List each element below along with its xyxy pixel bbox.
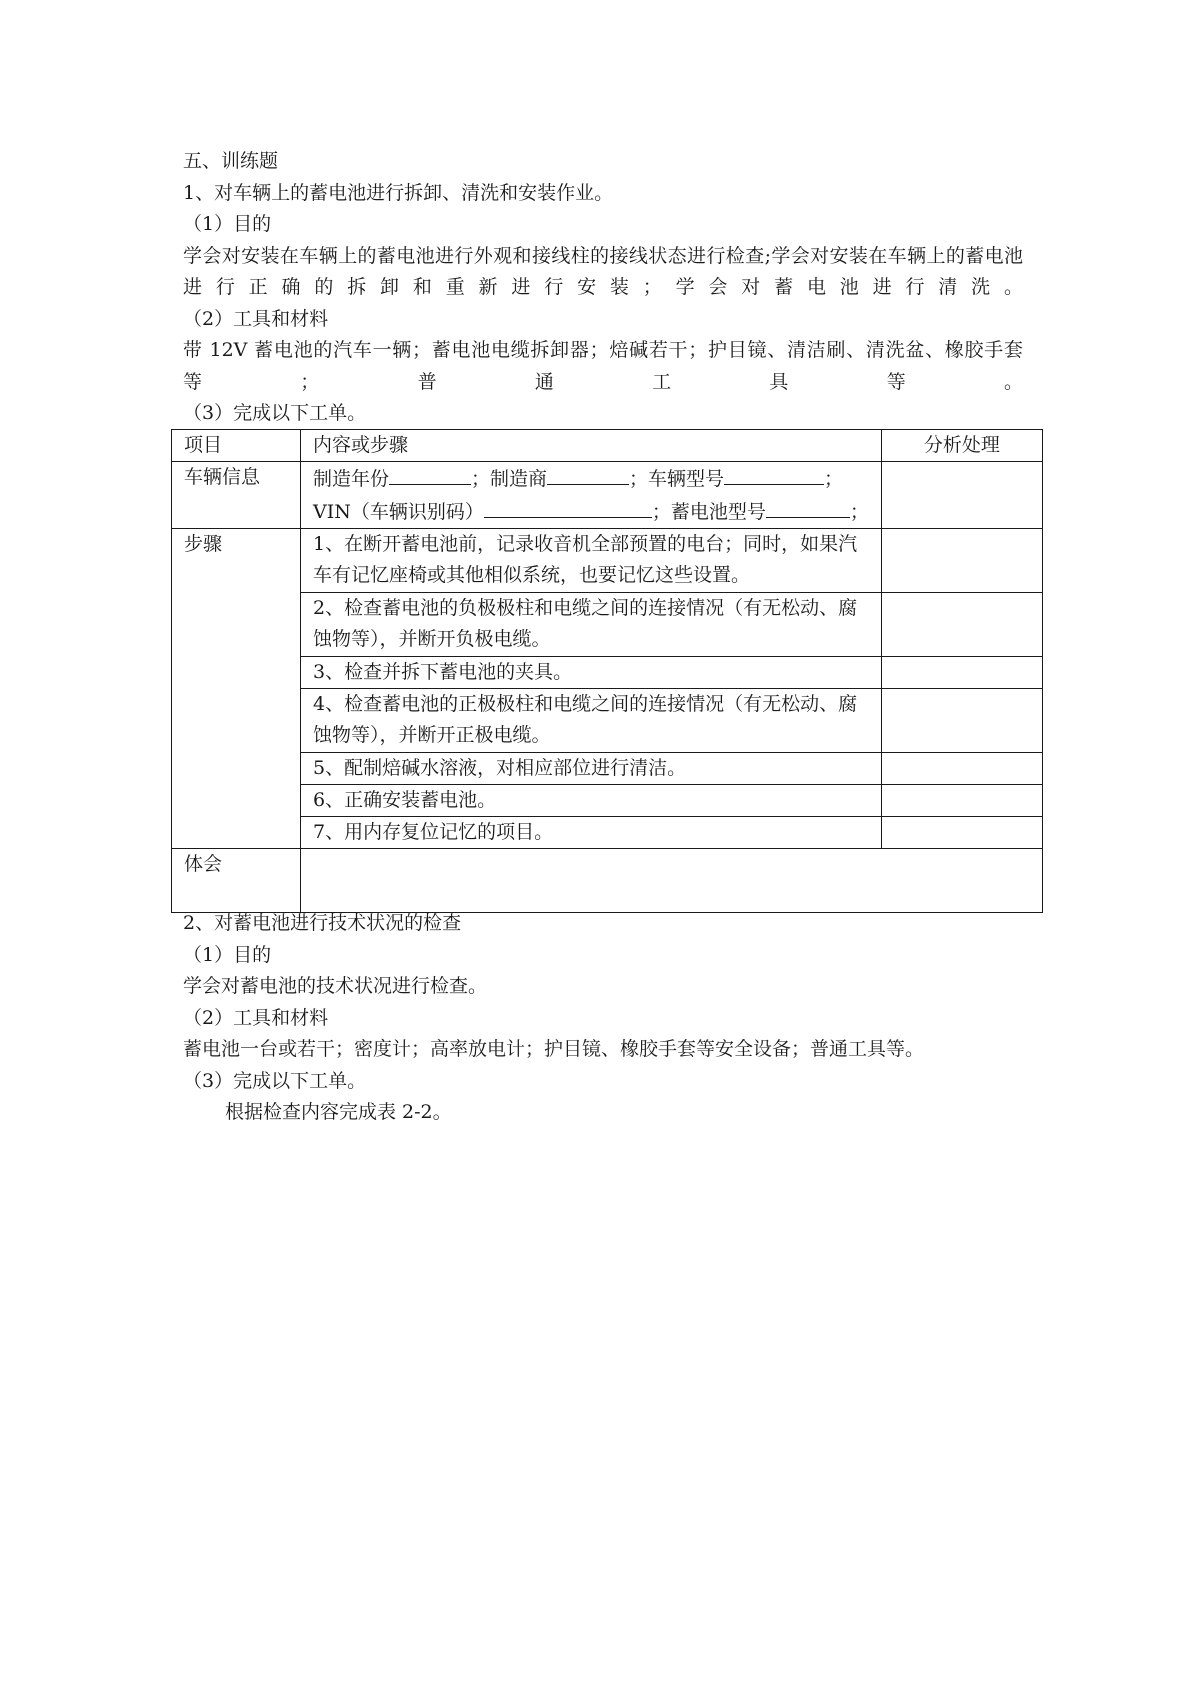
vin-label: VIN（车辆识别码） <box>313 501 484 523</box>
vin-blank[interactable] <box>484 495 652 518</box>
header-content: 内容或步骤 <box>301 430 882 462</box>
task2-purpose-label: （1）目的 <box>183 943 272 966</box>
step-row-6 <box>172 785 1043 817</box>
task1-title: 1、对车辆上的蓄电池进行拆卸、清洗和安装作业。 <box>183 181 614 204</box>
step-text: 7、用内存复位记忆的项目。 <box>301 817 882 849</box>
battery-model-blank[interactable] <box>766 495 850 518</box>
step-analysis[interactable] <box>881 817 1042 849</box>
task1-purpose-text: 学会对安装在车辆上的蓄电池进行外观和接线柱的接线状态进行检查;学会对安装在车辆上的蓄电池进行正确的拆卸和重新进行安装；学会对蓄电池进行清洗。 <box>183 244 1023 298</box>
step-row-5 <box>172 753 1043 785</box>
task1-worksheet-label: （3）完成以下工单。 <box>183 402 367 424</box>
step-analysis[interactable] <box>881 785 1042 817</box>
step-text: 1、在断开蓄电池前，记录收音机全部预置的电台；同时，如果汽车有记忆座椅或其他相似系统，也要记忆这些设置。 <box>301 529 882 593</box>
task2-section <box>183 908 1023 1129</box>
step-analysis[interactable] <box>881 753 1042 785</box>
task1-tools-label: （2）工具和材料 <box>183 307 329 330</box>
task2-tools-label: （2）工具和材料 <box>183 1006 329 1029</box>
task1-purpose-label: （1）目的 <box>183 213 272 235</box>
step-text: 6、正确安装蓄电池。 <box>301 785 882 817</box>
section-heading: 五、训练题 <box>183 150 279 172</box>
battery-model-label: ；蓄电池型号 <box>651 501 766 523</box>
model-label: ；车辆型号 <box>629 468 725 490</box>
worksheet-table <box>171 429 1043 913</box>
reflection-content[interactable] <box>301 849 1043 913</box>
step-text: 2、检查蓄电池的负极极柱和电缆之间的连接情况（有无松动、腐蚀物等），并断开负极电缆。 <box>301 593 882 657</box>
task1-tools-text: 带 12V 蓄电池的汽车一辆；蓄电池电缆拆卸器；焙碱若干；护目镜、清洁刷、清洗盆、橡胶手套等；普通工具等。 <box>183 339 1023 393</box>
step-row-4 <box>172 689 1043 753</box>
line1-end: ； <box>824 468 844 490</box>
step-row-1 <box>172 529 1043 593</box>
task2-note: 根据检查内容完成表 2-2。 <box>225 1101 452 1123</box>
task2-purpose-text: 学会对蓄电池的技术状况进行检查。 <box>183 975 488 997</box>
vehicle-info-analysis[interactable] <box>881 462 1042 529</box>
task2-title: 2、对蓄电池进行技术状况的检查 <box>183 912 462 934</box>
step-row-7 <box>172 817 1043 849</box>
step-text: 4、检查蓄电池的正极极柱和电缆之间的连接情况（有无松动、腐蚀物等），并断开正极电缆。 <box>301 689 882 753</box>
task1-section <box>183 146 1023 430</box>
vehicle-info-content <box>301 462 882 529</box>
task2-tools-text: 蓄电池一台或若干；密度计；高率放电计；护目镜、橡胶手套等安全设备；普通工具等。 <box>183 1038 925 1060</box>
header-analysis: 分析处理 <box>881 430 1042 462</box>
vehicle-info-label: 车辆信息 <box>172 462 301 529</box>
step-analysis[interactable] <box>881 593 1042 657</box>
vehicle-info-row <box>172 462 1043 529</box>
reflection-row <box>172 849 1043 913</box>
step-analysis[interactable] <box>881 689 1042 753</box>
step-analysis[interactable] <box>881 657 1042 689</box>
reflection-label: 体会 <box>172 849 301 913</box>
step-row-3 <box>172 657 1043 689</box>
step-text: 5、配制焙碱水溶液，对相应部位进行清洁。 <box>301 753 882 785</box>
step-analysis[interactable] <box>881 529 1042 593</box>
table-header-row <box>172 430 1043 462</box>
year-label: 制造年份 <box>313 468 390 490</box>
task2-worksheet-label: （3）完成以下工单。 <box>183 1069 367 1092</box>
maker-label: ；制造商 <box>471 468 548 490</box>
year-blank[interactable] <box>389 462 471 485</box>
step-row-2 <box>172 593 1043 657</box>
step-text: 3、检查并拆下蓄电池的夹具。 <box>301 657 882 689</box>
header-item: 项目 <box>172 430 301 462</box>
model-blank[interactable] <box>724 462 824 485</box>
line2-end: ； <box>849 501 869 523</box>
steps-label: 步骤 <box>172 529 301 849</box>
maker-blank[interactable] <box>547 462 629 485</box>
